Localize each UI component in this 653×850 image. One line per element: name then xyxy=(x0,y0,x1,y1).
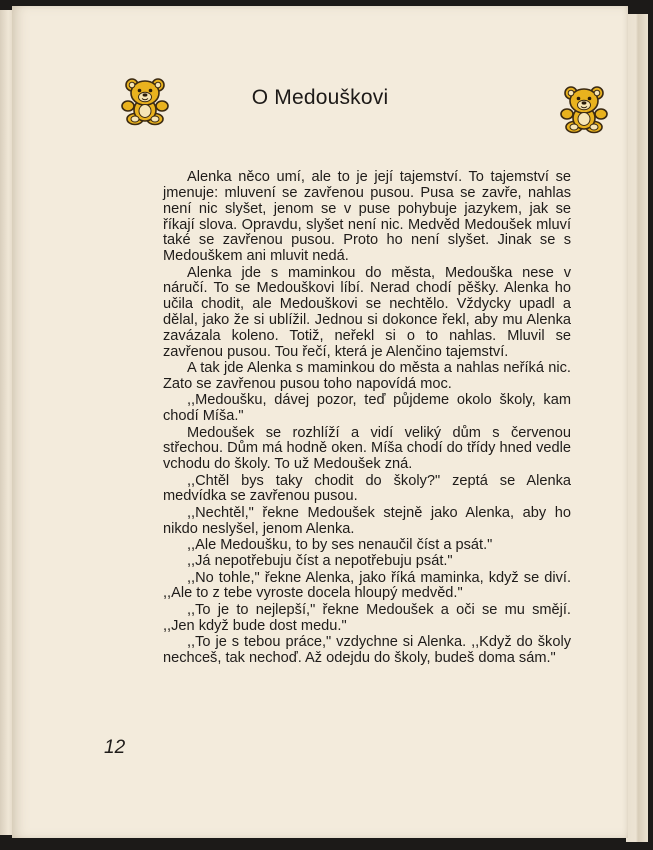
paragraph: ,,Medoušku, dávej pozor, teď půjdeme okolo školy, kam chodí Míša." xyxy=(163,392,571,425)
story-text xyxy=(163,170,571,667)
book-page-edges xyxy=(626,14,648,842)
paragraph: ,,Chtěl bys taky chodit do školy?" zeptá se Alenka medvídka se zavřenou pusou. xyxy=(163,472,571,505)
paragraph: ,,No tohle," řekne Alenka, jako říká maminka, když se diví. ,,Ale to z tebe vyroste docela hloupý medvěd." xyxy=(163,569,571,602)
paragraph: Alenka jde s maminkou do města, Medouška nese v náručí. To se Medouškovi líbí. Nerad chodí pěšky. Alenka ho učila chodit, ale Medouškovi se nechtělo. Vždycky upadl a dělal, jako že si ublížil. Jednou si dokonce řekl, aby mu Alenka zavázala koleno. Totiž, neřekl si o to nahlas. Mluvil se zavřenou pusou. Tou řečí, která je Alenčino tajemství. xyxy=(163,264,571,360)
paragraph: ,,Já nepotřebuju číst a nepotřebuju psát." xyxy=(187,553,453,570)
paragraph: A tak jde Alenka s maminkou do města a nahlas neříká nic. Zato se zavřenou pusou toho napovídá moc. xyxy=(163,360,571,392)
page-number: 12 xyxy=(104,737,126,758)
paragraph: ,,To je s tebou práce," vzdychne si Alenka. ,,Když do školy nechceš, tak nechoď. Až odejdu do školy, budeš doma sám." xyxy=(163,633,571,666)
teddy-bear-icon xyxy=(559,84,609,134)
paragraph: ,,Nechtěl," řekne Medoušek stejně jako Alenka, aby ho nikdo neslyšel, jenom Alenka. xyxy=(163,504,571,537)
paragraph: Medoušek se rozhlíží a vidí veliký dům s červenou střechou. Dům má hodně oken. Míša chodí do třídy hned vedle vchodu do školy. To už Medoušek zná. xyxy=(163,424,571,473)
paragraph: Alenka něco umí, ale to je její tajemství. To tajemství se jmenuje: mluvení se zavřenou pusou. Pusa se zavře, nahlas není nic slyšet, jenom se v puse pohybuje jazykem, jak se říkají slova. Opravdu, slyšet není nic. Medvěd Medoušek mluví také se zavřenou pusou. Proto ho není slyšet. Jinak se s Medouškem ani mluvit nedá. xyxy=(163,169,571,265)
book-page xyxy=(12,6,628,838)
page-title: O Medouškovi xyxy=(251,86,389,109)
paragraph: ,,Ale Medoušku, to by ses nenaučil číst a psát." xyxy=(187,536,493,553)
paragraph: ,,To je to nejlepší," řekne Medoušek a oči se mu smějí. ,,Jen když bude dost medu." xyxy=(163,601,571,634)
